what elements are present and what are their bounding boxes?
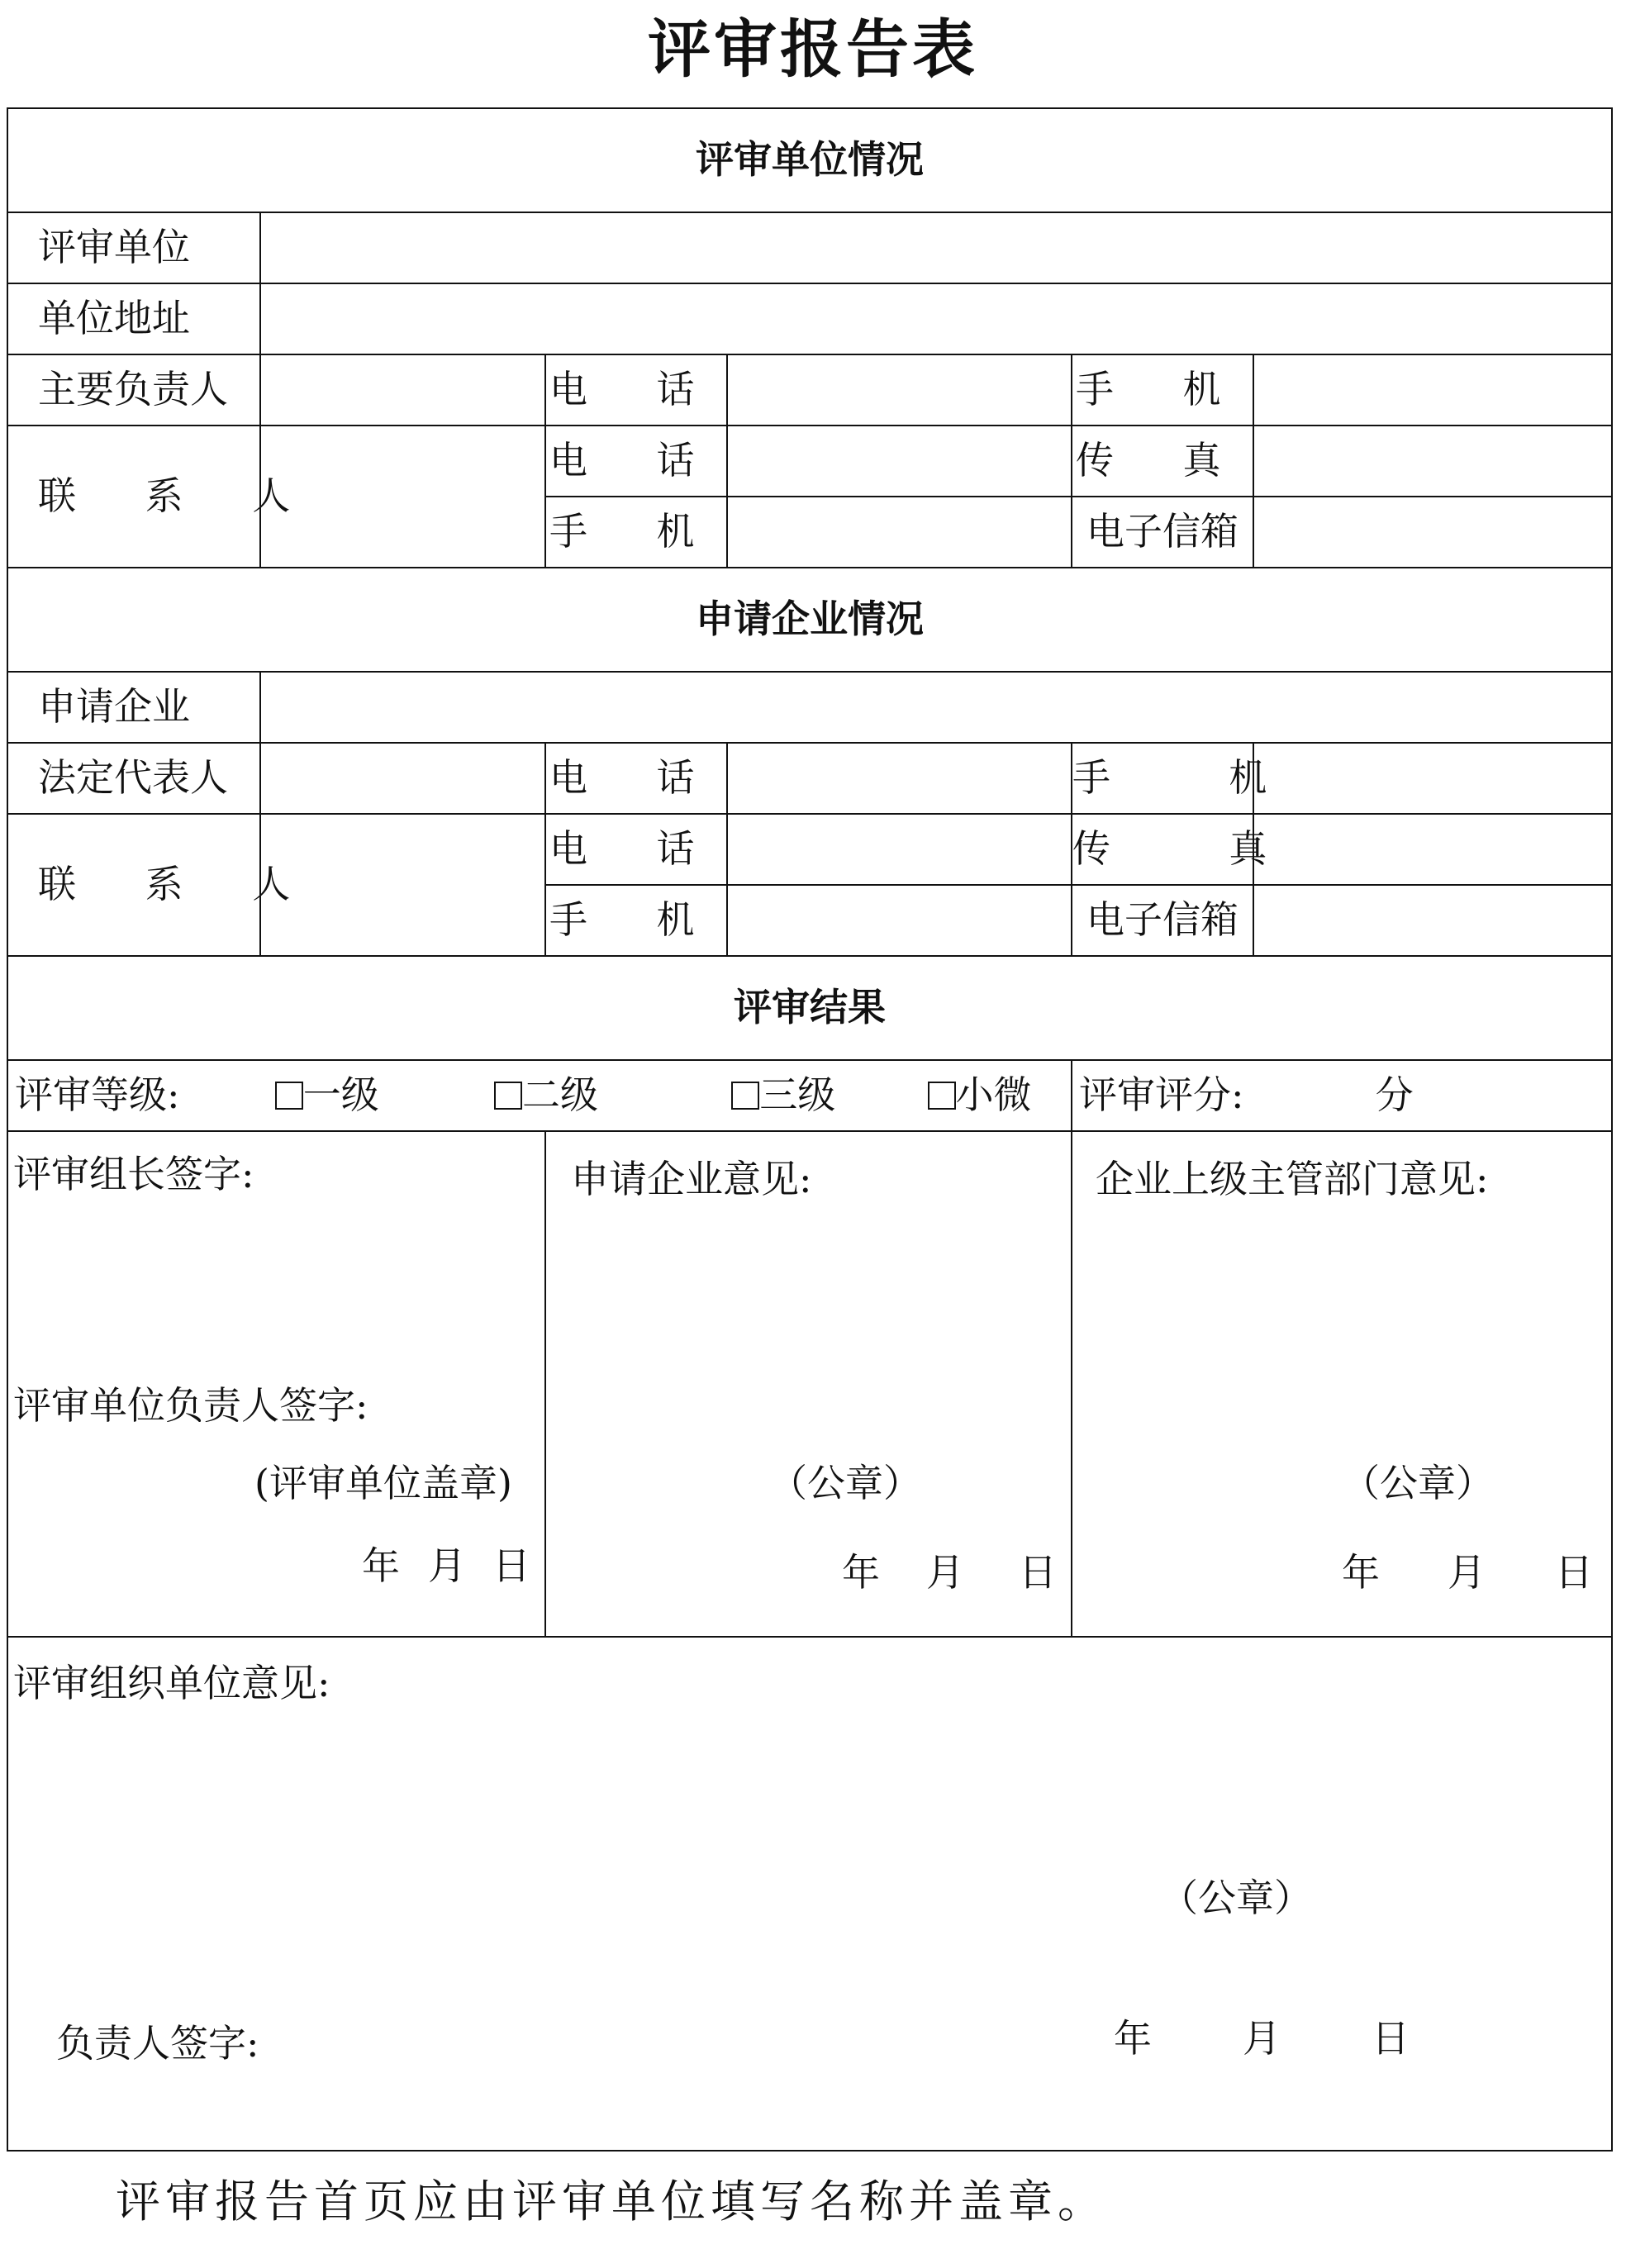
legal-rep-phone-field[interactable] — [727, 743, 1072, 814]
supervisor-opinion-label: 企业上级主管部门意见: — [1096, 1157, 1489, 1201]
applicant-contact-email-field[interactable] — [1253, 885, 1612, 956]
legal-rep-field[interactable] — [260, 743, 545, 814]
applicant-contact-email-label: 电子信箱 — [1072, 885, 1253, 956]
grade-label: 评审等级: — [15, 1072, 180, 1118]
unit-contact-phone-field[interactable] — [727, 426, 1072, 497]
company-opinion-label: 申请企业意见: — [571, 1157, 812, 1201]
unit-address-field[interactable] — [260, 283, 1612, 354]
checkbox-icon[interactable] — [928, 1082, 956, 1110]
unit-contact-phone-label: 电 话 — [545, 426, 727, 497]
score-cell[interactable] — [1072, 1060, 1612, 1131]
section-heading-applicant: 申请企业情况 — [7, 568, 1612, 672]
company-opinion-cell[interactable] — [545, 1131, 1072, 1637]
footnote: 评审报告首页应由评审单位填写名称并盖章。 — [116, 2175, 1107, 2228]
review-leader-cell[interactable] — [7, 1131, 545, 1637]
supervisor-opinion-cell[interactable] — [1072, 1131, 1612, 1637]
date-month: 月 — [1243, 2016, 1281, 2061]
section-heading-result: 评审结果 — [7, 956, 1612, 1060]
unit-contact-mobile-label: 手 机 — [545, 497, 727, 568]
supervisor-seal-label: （公章） — [1342, 1461, 1494, 1505]
grade-option-4[interactable]: 小微 — [928, 1072, 1032, 1117]
date-month: 月 — [1448, 1550, 1486, 1595]
unit-head-sign-label: 评审单位负责人签字: — [13, 1383, 368, 1428]
date-day: 日 — [1019, 1550, 1057, 1595]
responsible-sign-label: 负责人签字: — [56, 2021, 259, 2066]
applicant-contact-phone-label: 电 话 — [545, 814, 727, 885]
date-day: 日 — [1372, 2016, 1410, 2061]
applicant-contact-fax-label: 传 真 — [1072, 814, 1253, 885]
date-month: 月 — [926, 1550, 964, 1595]
date-year: 年 — [1114, 2016, 1152, 2061]
section-heading-review-unit: 评审单位情况 — [7, 108, 1612, 212]
date-year: 年 — [362, 1543, 400, 1588]
org-seal-label: （公章） — [1160, 1876, 1312, 1920]
date-year: 年 — [1342, 1550, 1380, 1595]
grade-option-1[interactable]: 一级 — [275, 1072, 379, 1117]
score-unit: 分 — [1375, 1072, 1414, 1118]
org-opinion-cell[interactable] — [7, 1637, 1612, 2151]
date-day: 日 — [1555, 1550, 1593, 1595]
checkbox-icon[interactable] — [731, 1082, 759, 1110]
unit-contact-email-label: 电子信箱 — [1072, 497, 1253, 568]
legal-rep-phone-label: 电 话 — [545, 743, 727, 814]
grade-option-2[interactable]: 二级 — [494, 1072, 598, 1117]
unit-contact-fax-field[interactable] — [1253, 426, 1612, 497]
unit-head-label: 主要负责人 — [7, 354, 260, 426]
unit-head-mobile-label: 手 机 — [1072, 354, 1253, 426]
score-label: 评审评分: — [1079, 1072, 1244, 1118]
unit-contact-email-field[interactable] — [1253, 497, 1612, 568]
date-month: 月 — [428, 1543, 466, 1588]
checkbox-icon[interactable] — [275, 1082, 303, 1110]
applicant-contact-label: 联 系 人 — [7, 814, 260, 956]
grade-option-3[interactable]: 三级 — [731, 1072, 835, 1117]
unit-head-phone-label: 电 话 — [545, 354, 727, 426]
applicant-contact-phone-field[interactable] — [727, 814, 1072, 885]
date-year: 年 — [842, 1550, 880, 1595]
legal-rep-mobile-label: 手 机 — [1072, 743, 1253, 814]
unit-head-phone-field[interactable] — [727, 354, 1072, 426]
applicant-contact-mobile-field[interactable] — [727, 885, 1072, 956]
applicant-company-field[interactable] — [260, 672, 1612, 743]
review-unit-label: 评审单位 — [7, 212, 260, 283]
unit-contact-label: 联 系 人 — [7, 426, 260, 568]
unit-seal-label: (评审单位盖章) — [254, 1461, 512, 1505]
unit-head-field[interactable] — [260, 354, 545, 426]
review-unit-field[interactable] — [260, 212, 1612, 283]
applicant-company-label: 申请企业 — [7, 672, 260, 743]
grade-row — [7, 1060, 1072, 1131]
unit-head-mobile-field[interactable] — [1253, 354, 1612, 426]
review-report-table — [7, 107, 1613, 2152]
unit-contact-mobile-field[interactable] — [727, 497, 1072, 568]
checkbox-icon[interactable] — [494, 1082, 522, 1110]
leader-sign-label: 评审组长签字: — [13, 1152, 254, 1196]
unit-contact-fax-label: 传 真 — [1072, 426, 1253, 497]
date-day: 日 — [492, 1543, 530, 1588]
applicant-contact-mobile-label: 手 机 — [545, 885, 727, 956]
form-title: 评审报告表 — [648, 12, 978, 86]
org-opinion-label: 评审组织单位意见: — [13, 1661, 330, 1705]
company-seal-label: （公章） — [769, 1461, 921, 1505]
legal-rep-label: 法定代表人 — [7, 743, 260, 814]
unit-address-label: 单位地址 — [7, 283, 260, 354]
